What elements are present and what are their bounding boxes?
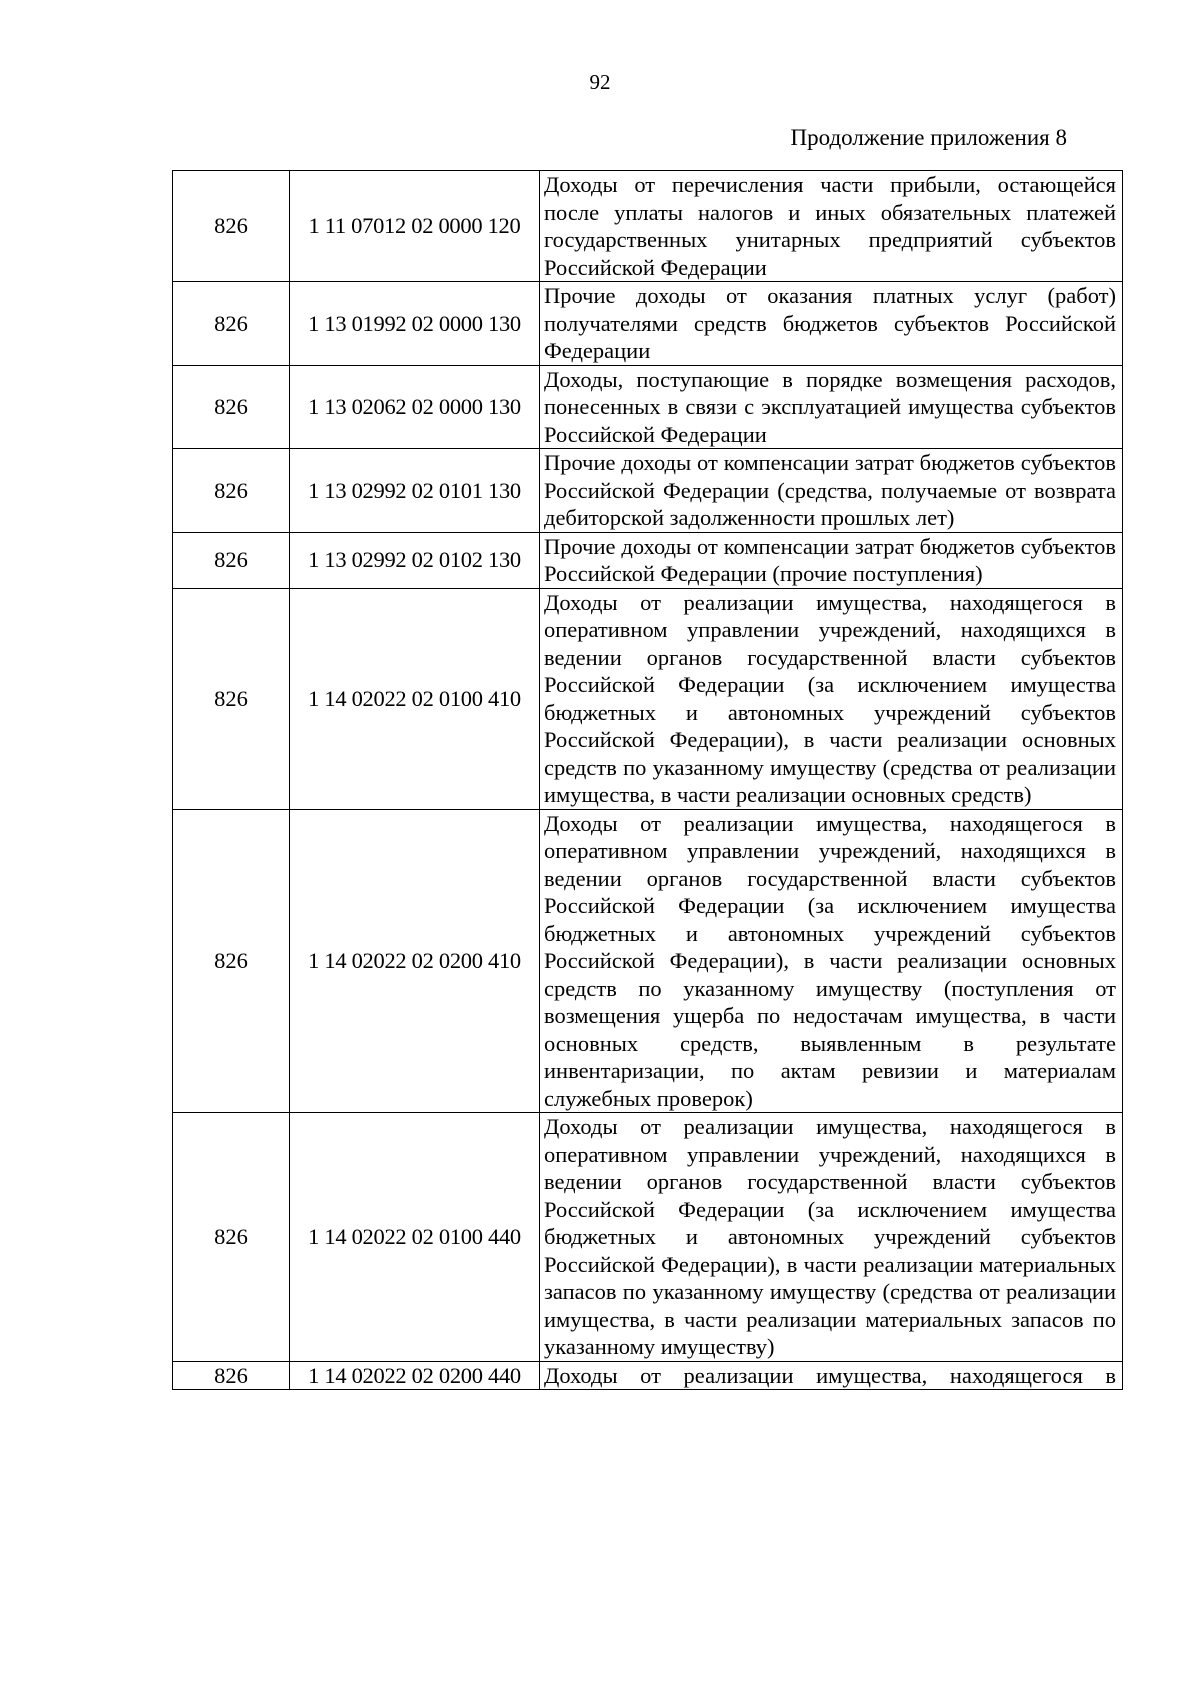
budget-code-cell: 1 13 02992 02 0102 130 xyxy=(290,532,540,588)
revenue-name-cell: Доходы от реализации имущества, находящегося в оперативном управлении учреждений, находящихся в ведении органов государственной власти субъектов Российской Федерации (за исключением имущества бюджетных и автономных учреждений субъектов Российской Федерации), в части реализации основных средств по указанному имуществу (поступления от возмещения ущерба по недостачам имущества, в части основных средств, выявленным в результате инвентаризации, по актам ревизии и материалам служебных проверок) xyxy=(540,809,1123,1113)
appendix-continuation-label: Продолжение приложения 8 xyxy=(790,125,1067,150)
page-number: 92 xyxy=(589,70,611,94)
revenue-name-cell: Доходы от реализации имущества, находящегося в оперативном управлении учреждений, находящихся в ведении органов государственной власти субъектов Российской Федерации (за исключением имущества бюджетных и автономных учреждений субъектов Российской Федерации), в части реализации материальных запасов по указанному имуществу (средства от реализации имущества, в части реализации материальных запасов по указанному имуществу) xyxy=(540,1113,1123,1362)
table-row xyxy=(173,171,1123,282)
revenue-name-cell: Прочие доходы от компенсации затрат бюджетов субъектов Российской Федерации (средства, получаемые от возврата дебиторской задолженности прошлых лет) xyxy=(540,449,1123,533)
budget-code-cell: 1 14 02022 02 0200 410 xyxy=(290,809,540,1113)
budget-code-cell: 1 13 02062 02 0000 130 xyxy=(290,365,540,449)
budget-code-cell: 1 11 07012 02 0000 120 xyxy=(290,171,540,282)
revenue-name-cell: Доходы от перечисления части прибыли, остающейся после уплаты налогов и иных обязательных платежей государственных унитарных предприятий субъектов Российской Федерации xyxy=(540,171,1123,282)
admin-code-cell: 826 xyxy=(173,532,290,588)
table-row xyxy=(173,1113,1123,1362)
admin-code-cell: 826 xyxy=(173,588,290,809)
table-row xyxy=(173,449,1123,533)
budget-code-cell: 1 14 02022 02 0100 440 xyxy=(290,1113,540,1362)
budget-code-cell: 1 13 02992 02 0101 130 xyxy=(290,449,540,533)
admin-code-cell: 826 xyxy=(173,1361,290,1390)
table-row xyxy=(173,588,1123,809)
admin-code-cell: 826 xyxy=(173,449,290,533)
revenue-classification-table xyxy=(172,170,1123,1390)
table-row xyxy=(173,532,1123,588)
admin-code-cell: 826 xyxy=(173,809,290,1113)
revenue-name-cell: Прочие доходы от оказания платных услуг (работ) получателями средств бюджетов субъектов Российской Федерации xyxy=(540,282,1123,366)
admin-code-cell: 826 xyxy=(173,282,290,366)
revenue-name-cell: Доходы от реализации имущества, находящегося в оперативном управлении учреждений, находящихся в ведении органов государственной власти субъектов Российской Федерации (за исключением имущества бюджетных и автономных учреждений субъектов Российской Федерации), в части реализации основных средств по указанному имуществу (средства от реализации имущества, в части реализации основных средств) xyxy=(540,588,1123,809)
budget-code-cell: 1 13 01992 02 0000 130 xyxy=(290,282,540,366)
budget-code-cell: 1 14 02022 02 0200 440 xyxy=(290,1361,540,1390)
table-row xyxy=(173,809,1123,1113)
admin-code-cell: 826 xyxy=(173,1113,290,1362)
table-row xyxy=(173,1361,1123,1390)
table-row xyxy=(173,365,1123,449)
budget-code-cell: 1 14 02022 02 0100 410 xyxy=(290,588,540,809)
admin-code-cell: 826 xyxy=(173,171,290,282)
admin-code-cell: 826 xyxy=(173,365,290,449)
table-row xyxy=(173,282,1123,366)
revenue-name-cell: Прочие доходы от компенсации затрат бюджетов субъектов Российской Федерации (прочие поступления) xyxy=(540,532,1123,588)
revenue-name-cell: Доходы от реализации имущества, находящегося в xyxy=(540,1361,1123,1390)
revenue-name-cell: Доходы, поступающие в порядке возмещения расходов, понесенных в связи с эксплуатацией имущества субъектов Российской Федерации xyxy=(540,365,1123,449)
